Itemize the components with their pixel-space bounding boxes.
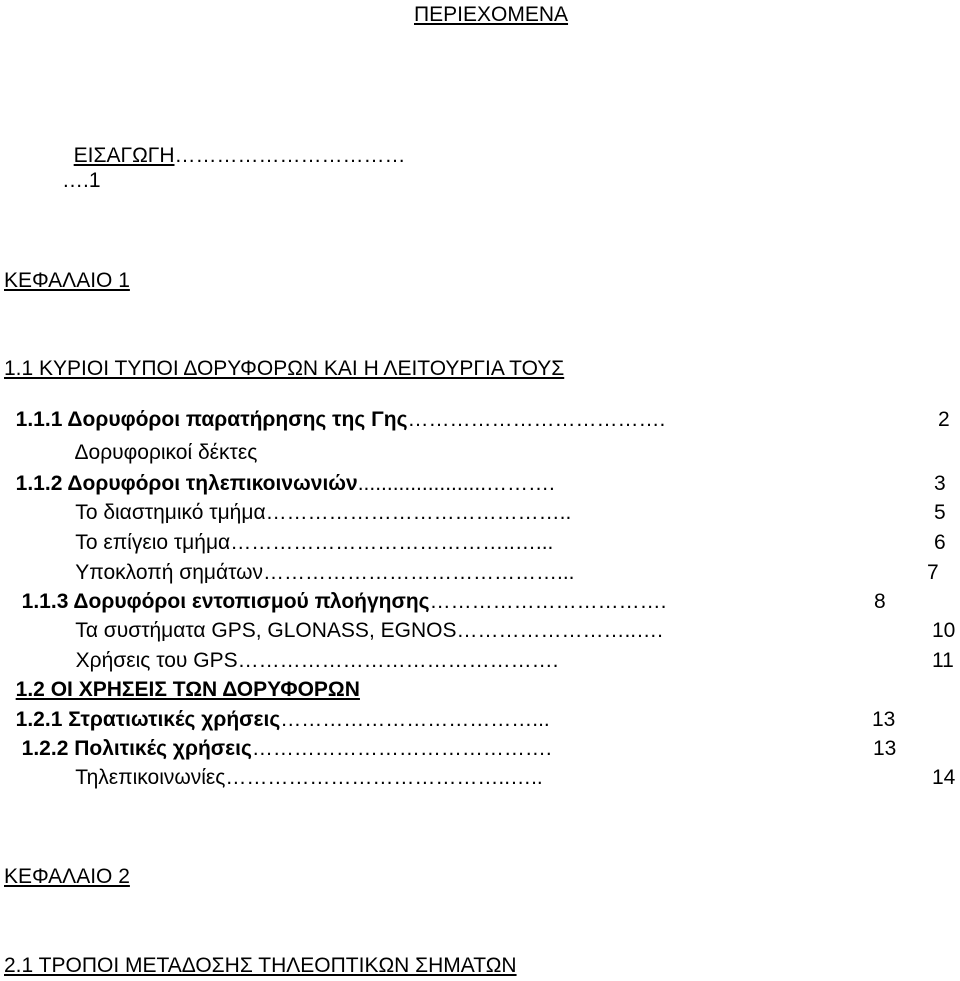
toc-entry-title: Δορυφορικοί δέκτες	[74, 441, 258, 464]
toc-intro-label[interactable]: ΕΙΣΑΓΩΓΗ	[73, 144, 175, 167]
toc-entry-page: 2	[938, 408, 950, 431]
section-2-1-heading[interactable]: 2.1 ΤΡΟΠΟΙ ΜΕΤΑΔΟΣΗΣ ΤΗΛΕΟΠΤΙΚΩΝ ΣΗΜΑΤΩΝ	[4, 954, 517, 977]
toc-entry-page: 10	[932, 619, 956, 642]
toc-entry-title: 1.1.1 Δορυφόροι παρατήρησης της Γης	[15, 408, 408, 431]
toc-entry-page: 7	[927, 561, 939, 584]
toc-entry-page: 14	[932, 766, 956, 789]
chapter2-heading[interactable]: ΚΕΦΑΛΑΙΟ 2	[4, 865, 130, 888]
toc-entry-leader: ………………………………...	[280, 708, 550, 731]
toc-intro	[62, 124, 406, 166]
toc-entry-title: Το διαστημικό τμήμα	[75, 501, 266, 524]
toc-entry-page: 3	[934, 472, 946, 495]
toc-entry-page: 8	[874, 590, 886, 613]
toc-entry-title: Τηλεπικοινωνίες	[75, 766, 226, 789]
toc-entry-title: Χρήσεις του GPS	[75, 649, 238, 672]
toc-entry-page: 6	[934, 531, 946, 554]
toc-entry-title: 1.2 ΟΙ ΧΡΗΣΕΙΣ ΤΩΝ ΔΟΡΥΦΟΡΩΝ	[15, 678, 360, 701]
toc-entry-leader: ……………………………………….	[237, 649, 559, 672]
toc-entry-page: 13	[872, 708, 896, 731]
toc-intro-page: ….1	[62, 169, 101, 192]
page-title: ΠΕΡΙΕΧΟΜΕΝΑ	[414, 3, 569, 26]
toc-entry-title: 1.1.3 Δορυφόροι εντοπισμού πλοήγησης	[21, 590, 430, 613]
toc-entry-title: 1.2.2 Πολιτικές χρήσεις	[21, 737, 252, 760]
toc-entry-page: 13	[873, 737, 897, 760]
toc-entry-leader: …………………………………..…...	[230, 531, 554, 554]
toc-entry-title: 1.2.1 Στρατιωτικές χρήσεις	[15, 708, 281, 731]
toc-entry-leader: …………………………………..…..	[225, 766, 543, 789]
toc-entry-leader: …………………………….	[429, 590, 667, 613]
toc-entry-leader: …………………………………….	[251, 737, 552, 760]
section-1-1-heading[interactable]: 1.1 ΚΥΡΙΟΙ ΤΥΠΟΙ ΔΟΡΥΦΟΡΩΝ ΚΑΙ Η ΛΕΙΤΟΥΡΓΙΑ ΤΟΥΣ	[4, 357, 565, 380]
toc-intro-leader: ……………………………	[174, 144, 406, 167]
toc-entry-title: Υποκλοπή σημάτων	[75, 561, 264, 584]
toc-entry-leader: ……………………………………...	[263, 561, 575, 584]
toc-entry-leader: ......................……….	[357, 472, 555, 495]
chapter1-heading[interactable]: ΚΕΦΑΛΑΙΟ 1	[4, 269, 130, 292]
toc-entry-leader: ……………………………………..	[265, 501, 572, 524]
toc-entry-title: Τα συστήματα GPS, GLONASS, EGNOS	[75, 619, 457, 642]
toc-entry-leader: ……………………………….	[407, 408, 666, 431]
toc-entry-page: 5	[934, 501, 946, 524]
toc-entry-leader: ……………………..….	[456, 619, 663, 642]
toc-entry-title: 1.1.2 Δορυφόροι τηλεπικοινωνιών	[15, 472, 358, 495]
toc-entry-page: 11	[932, 649, 954, 672]
toc-entry-title: Το επίγειο τμήμα	[75, 531, 231, 554]
